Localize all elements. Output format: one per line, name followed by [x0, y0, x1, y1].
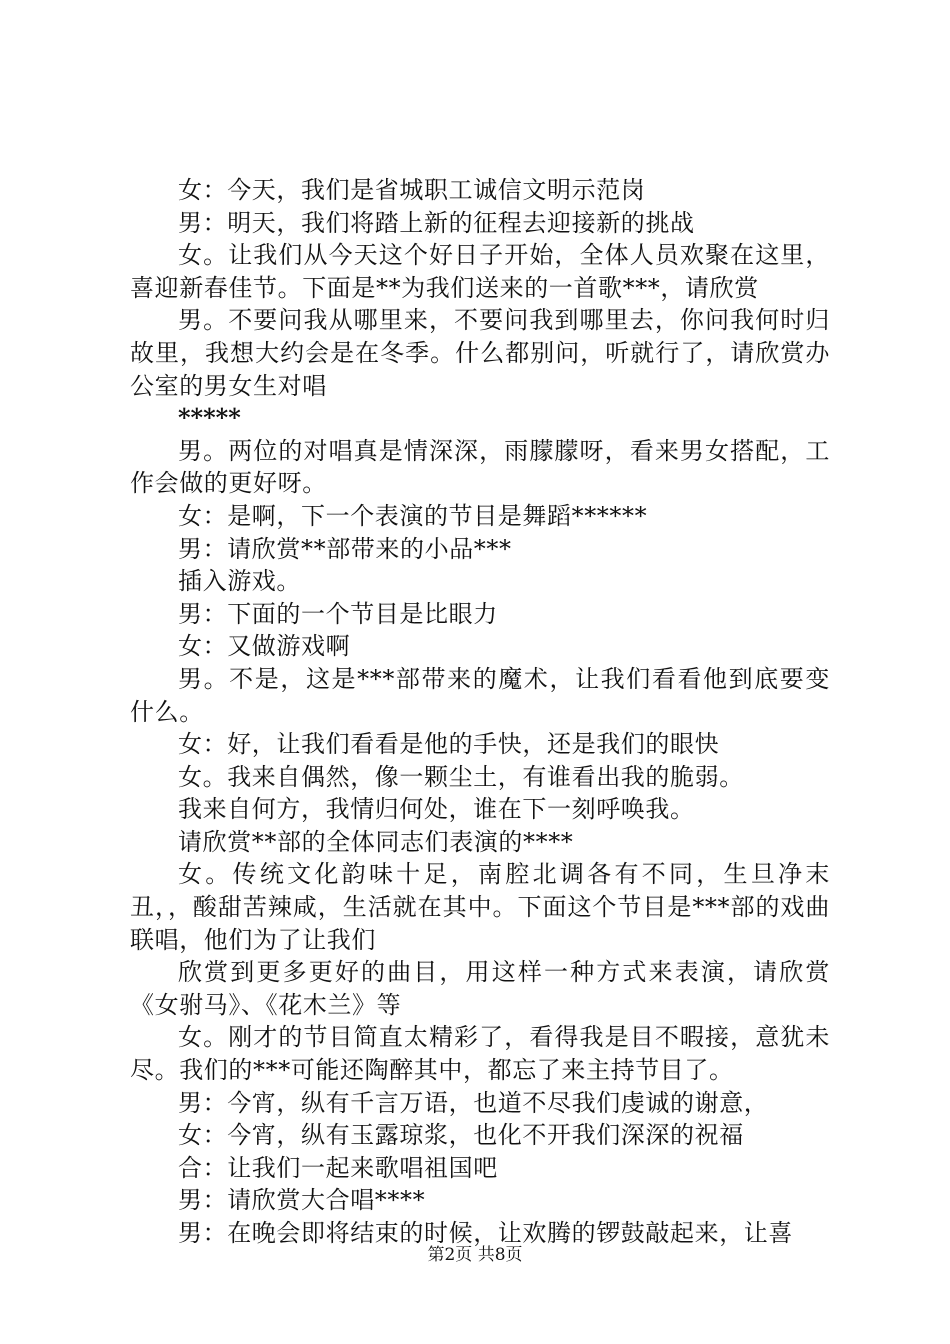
paragraph: 男：请欣赏大合唱****: [178, 1186, 426, 1215]
page-number-footer: 第2页 共8页: [427, 1245, 523, 1265]
paragraph: 请欣赏**部的全体同志们表演的****: [178, 827, 574, 856]
paragraph: 欣赏到更多更好的曲目，用这样一种方式来表演，请欣赏《女驸马》、《花木兰》等: [130, 958, 830, 1019]
paragraph: 女：又做游戏啊: [178, 632, 351, 661]
paragraph: 我来自何方，我情归何处，谁在下一刻呼唤我。: [178, 795, 695, 824]
paragraph: 女。让我们从今天这个好日子开始，全体人员欢聚在这里，喜迎新春佳节。下面是**为我们送来的一首歌***，请欣赏: [130, 241, 830, 302]
paragraph: 女：今宵，纵有玉露琼浆，也化不开我们深深的祝福: [178, 1121, 744, 1150]
paragraph: *****: [178, 403, 241, 433]
paragraph: 女：今天，我们是省城职工诚信文明示范岗: [178, 176, 646, 204]
paragraph: 男：下面的一个节目是比眼力: [178, 599, 498, 628]
paragraph: 女。刚才的节目简直太精彩了，看得我是目不暇接，意犹未尽。我们的***可能还陶醉其中，都忘了来主持节目了。: [130, 1023, 830, 1085]
paragraph: 男：在晚会即将结束的时候，让欢腾的锣鼓敲起来，让喜: [178, 1219, 793, 1247]
paragraph: 女：是啊，下一个表演的节目是舞蹈******: [178, 501, 648, 530]
paragraph: 男。两位的对唱真是情深深，雨朦朦呀，看来男女搭配，工作会做的更好呀。: [130, 436, 830, 498]
paragraph: 女。传统文化韵味十足，南腔北调各有不同，生旦净末丑，，酸甜苦辣咸，生活就在其中。下面这个节目是***部的戏曲联唱，他们为了让我们: [130, 860, 830, 954]
paragraph: 合：让我们一起来歌唱祖国吧: [178, 1153, 498, 1182]
paragraph: 男：今宵，纵有千言万语，也道不尽我们虔诚的谢意，: [178, 1088, 769, 1117]
paragraph: 男。不是，这是***部带来的魔术，让我们看看他到底要变什么。: [130, 664, 830, 726]
paragraph: 男：请欣赏**部带来的小品***: [178, 534, 512, 563]
document-body: [130, 174, 830, 1250]
paragraph: 男：明天，我们将踏上新的征程去迎接新的挑战: [178, 208, 695, 237]
paragraph: 女：好，让我们看看是他的手快，还是我们的眼快: [178, 730, 720, 759]
paragraph: 男。不要问我从哪里来，不要问我到哪里去，你问我何时归故里，我想大约会是在冬季。什么都别问，听就行了，请欣赏办公室的男女生对唱: [130, 306, 830, 400]
paragraph: 女。我来自偶然，像一颗尘土，有谁看出我的脆弱。: [178, 762, 744, 791]
paragraph: 插入游戏。: [178, 567, 301, 596]
